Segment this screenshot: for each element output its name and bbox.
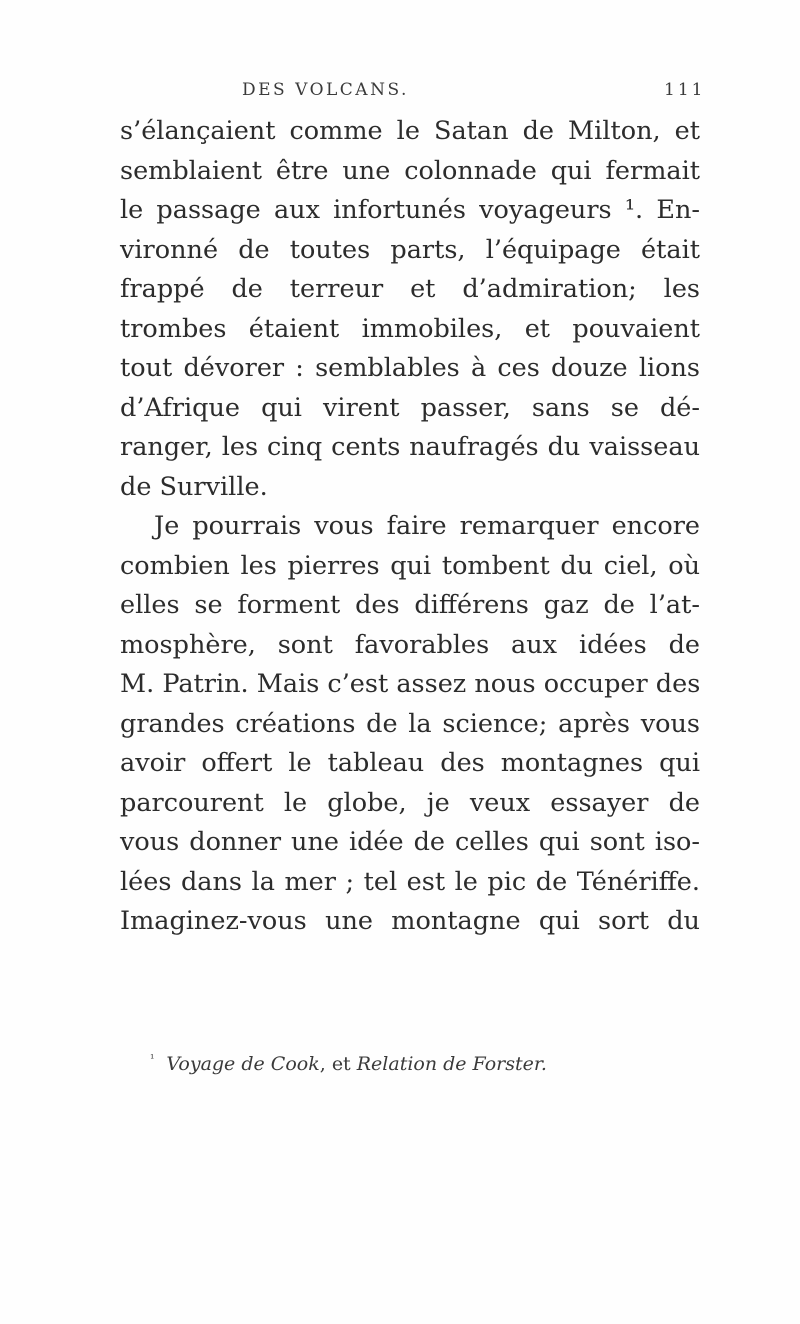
text-line: vous donner une idée de celles qui sont iso- [120, 827, 700, 857]
footnote [150, 1052, 547, 1075]
text-line: trombes étaient immobiles, et pouvaient [120, 313, 700, 344]
text-line: parcourent le globe, je veux essayer de [120, 787, 700, 818]
text-line: vironné de toutes parts, l’équipage était [120, 234, 700, 265]
text-line: combien les pierres qui tombent du ciel, où [120, 550, 700, 581]
text-line: tout dévorer : semblables à ces douze lions [120, 353, 700, 383]
text-line: semblaient être une colonnade qui fermait [120, 155, 700, 186]
text-line: de Surville. [120, 471, 268, 502]
text-line: avoir offert le tableau des montagnes qui [120, 748, 700, 778]
text-line: Imaginez-vous une montagne qui sort du [120, 906, 700, 936]
footnote-source-forster: Relation de Forster. [356, 1053, 547, 1075]
footnote-source-cook: Voyage de Cook [166, 1053, 320, 1075]
text-line: lées dans la mer ; tel est le pic de Ténériffe. [120, 866, 700, 897]
text-line: d’Afrique qui virent passer, sans se dé- [120, 392, 700, 423]
text-line: mosphère, sont favorables aux idées de [120, 629, 700, 660]
running-title: DES VOLCANS. [242, 80, 409, 100]
page-number: 111 [664, 80, 706, 100]
text-line: frappé de terreur et d’admiration; les [120, 274, 700, 304]
running-head [0, 80, 800, 104]
text-line: grandes créations de la science; après vous [120, 708, 700, 739]
text-line: Je pourrais vous faire remarquer encore [154, 511, 700, 541]
text-line: s’élançaient comme le Satan de Milton, et [120, 116, 700, 146]
text-line: M. Patrin. Mais c’est assez nous occuper des [120, 669, 701, 699]
body-text [120, 112, 700, 942]
footnote-marker: ¹ [150, 1052, 155, 1065]
text-line: ranger, les cinq cents naufragés du vaisseau [120, 432, 700, 462]
text-line: elles se forment des différens gaz de l’at- [120, 590, 700, 620]
text-line: le passage aux infortunés voyageurs ¹. En- [120, 195, 700, 225]
footnote-connector: , et [319, 1053, 357, 1075]
